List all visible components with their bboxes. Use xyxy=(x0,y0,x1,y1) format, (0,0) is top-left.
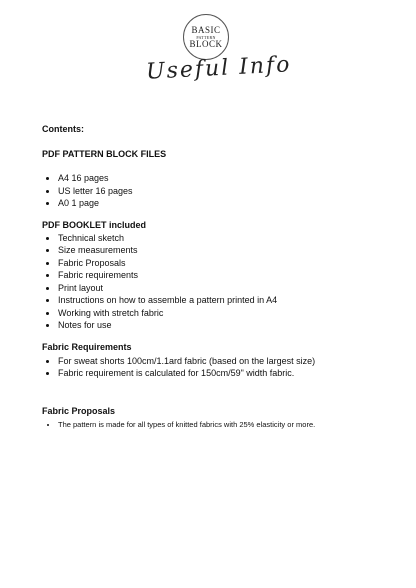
document-body xyxy=(42,124,392,431)
list-item: • For sweat shorts 100cm/1.1ard fabric (based on the largest size) xyxy=(58,355,392,368)
booklet-list xyxy=(42,232,392,332)
fabric-requirements-list xyxy=(42,355,392,380)
fabric-proposals-list xyxy=(42,419,392,432)
list-item: • Notes for use xyxy=(58,319,392,332)
booklet-heading: PDF BOOKLET included xyxy=(42,219,147,230)
contents-heading: Contents: xyxy=(42,124,84,134)
page-title: Useful Info xyxy=(145,52,293,85)
list-item: • Size measurements xyxy=(58,244,392,257)
list-item: • US letter 16 pages xyxy=(58,185,392,198)
logo-line-2: PATTERN xyxy=(196,34,216,40)
list-item: • Fabric Proposals xyxy=(58,257,392,270)
logo-line-1: BASIC xyxy=(191,24,221,35)
fabric-proposals-heading: Fabric Proposals xyxy=(42,405,116,416)
list-item: • A0 1 page xyxy=(58,197,392,210)
list-item: • Fabric requirements xyxy=(58,269,392,282)
brand-logo xyxy=(183,14,229,60)
list-item: • A4 16 pages xyxy=(58,172,392,185)
fabric-requirements-heading: Fabric Requirements xyxy=(42,341,132,352)
list-item: • Print layout xyxy=(58,282,392,295)
pdf-files-heading: PDF PATTERN BLOCK FILES xyxy=(42,149,167,159)
list-item: • Working with stretch fabric xyxy=(58,307,392,320)
list-item: • Technical sketch xyxy=(58,232,392,245)
list-item: • The pattern is made for all types of knitted fabrics with 25% elasticity or more. xyxy=(58,419,392,432)
list-item: • Instructions on how to assemble a pattern printed in A4 xyxy=(58,294,392,307)
list-item: • Fabric requirement is calculated for 150cm/59" width fabric. xyxy=(58,367,392,380)
pdf-files-list xyxy=(42,172,392,210)
logo-line-3: BLOCK xyxy=(189,38,223,49)
